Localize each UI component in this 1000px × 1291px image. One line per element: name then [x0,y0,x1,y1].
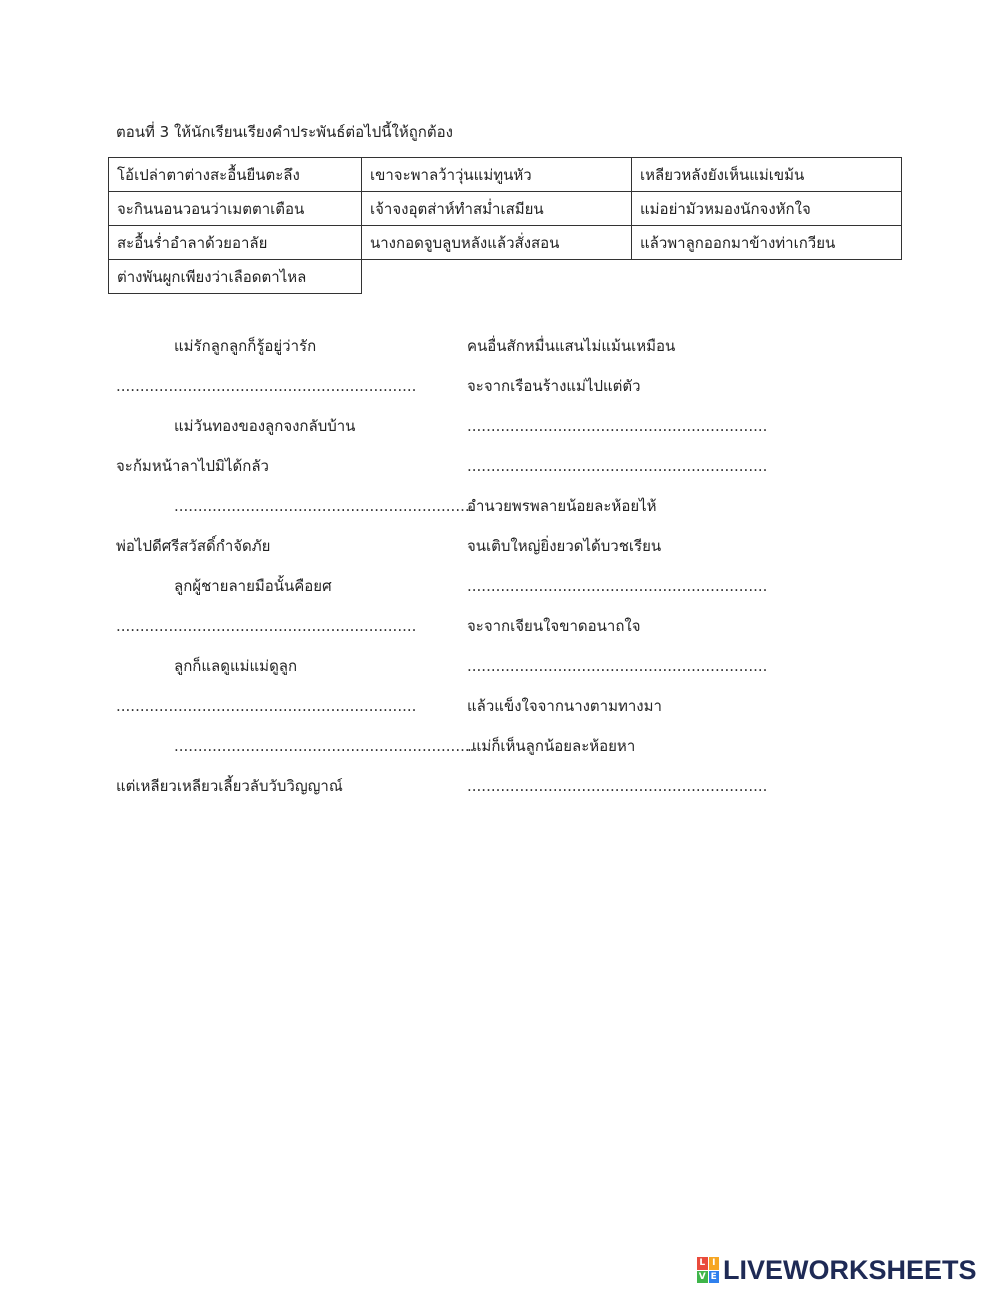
answer-blank[interactable]: ............................................................... [467,457,768,475]
logo-text: LIVEWORKSHEETS [723,1254,977,1285]
word-bank-row [109,260,902,294]
word-bank-row [109,226,902,260]
poem-left-line: พ่อไปดีศรีสวัสดิ์กำจัดภัย [116,537,271,555]
poem-left-line: ลูกก็แลดูแม่แม่ดูลูก [174,657,298,675]
logo-letter: L [697,1257,708,1270]
word-bank-cell[interactable]: ต่างพันผูกเพียงว่าเลือดตาไหล [109,260,362,294]
poem-right-line: .แม่ก็เห็นลูกน้อยละห้อยหา [467,737,636,755]
poem-right-line: จนเติบใหญ่ยิ่งยวดได้บวชเรียน [467,537,662,555]
poem-right-line: จะจากเรือนร้างแม่ไปแต่ตัว [467,377,641,395]
answer-blank[interactable]: ............................................................... [467,777,768,795]
answer-blank[interactable]: ............................................................... [467,657,768,675]
answer-blank[interactable]: ............................................................... [174,497,475,515]
empty-cell [362,260,632,294]
answer-blank[interactable]: ............................................................... [174,737,475,755]
poem-right-line: อำนวยพรพลายน้อยละห้อยไห้ [467,497,657,515]
logo-letter: I [709,1257,720,1270]
word-bank-cell[interactable]: แล้วพาลูกออกมาข้างท่าเกวียน [632,226,902,260]
answer-blank[interactable]: ............................................................... [467,417,768,435]
word-bank-cell[interactable]: แม่อย่ามัวหมองนักจงหักใจ [632,192,902,226]
liveworksheets-logo [697,1256,977,1284]
poem-right-line: จะจากเจียนใจขาดอนาถใจ [467,617,641,635]
logo-letter: E [709,1271,720,1284]
poem-right-line: แล้วแข็งใจจากนางตามทางมา [467,697,662,715]
logo-letter: V [698,1271,706,1282]
word-bank-cell[interactable]: เจ้าจงอุตส่าห์ทำสม่ำเสมียน [362,192,632,226]
answer-blank[interactable]: ............................................................... [116,377,417,395]
word-bank-row [109,192,902,226]
answer-blank[interactable]: ............................................................... [467,577,768,595]
word-bank-cell[interactable]: จะกินนอนวอนว่าเมตตาเตือน [109,192,362,226]
word-bank-cell[interactable]: เหลียวหลังยังเห็นแม่เขม้น [632,158,902,192]
poem-left-line: จะก้มหน้าลาไปมิได้กลัว [116,457,269,475]
word-bank-cell[interactable]: โอ้เปล่าตาต่างสะอื้นยืนตะลึง [109,158,362,192]
poem-right-line: คนอื่นสักหมื่นแสนไม่แม้นเหมือน [467,337,676,355]
answer-blank[interactable]: ............................................................... [116,697,417,715]
poem-left-line: แม่รักลูกลูกก็รู้อยู่ว่ารัก [174,337,317,355]
instruction-heading: ตอนที่ 3 ให้นักเรียนเรียงคำประพันธ์ต่อไปนี้ให้ถูกต้อง [116,123,453,141]
word-bank-cell[interactable]: สะอื้นร่ำอำลาด้วยอาลัย [109,226,362,260]
word-bank-table [108,157,902,294]
poem-left-line: แม่วันทองของลูกจงกลับบ้าน [174,417,356,435]
word-bank-cell[interactable]: นางกอดจูบลูบหลังแล้วสั่งสอน [362,226,632,260]
logo-icon [697,1257,719,1283]
word-bank-row [109,158,902,192]
empty-cell [632,260,902,294]
answer-blank[interactable]: ............................................................... [116,617,417,635]
poem-left-line: แต่เหลียวเหลียวเลี้ยวลับวับวิญญาณ์ [116,777,343,795]
poem-left-line: ลูกผู้ชายลายมือนั้นคือยศ [174,577,332,595]
word-bank-cell[interactable]: เขาจะพาลว้าวุ่นแม่ทูนหัว [362,158,632,192]
